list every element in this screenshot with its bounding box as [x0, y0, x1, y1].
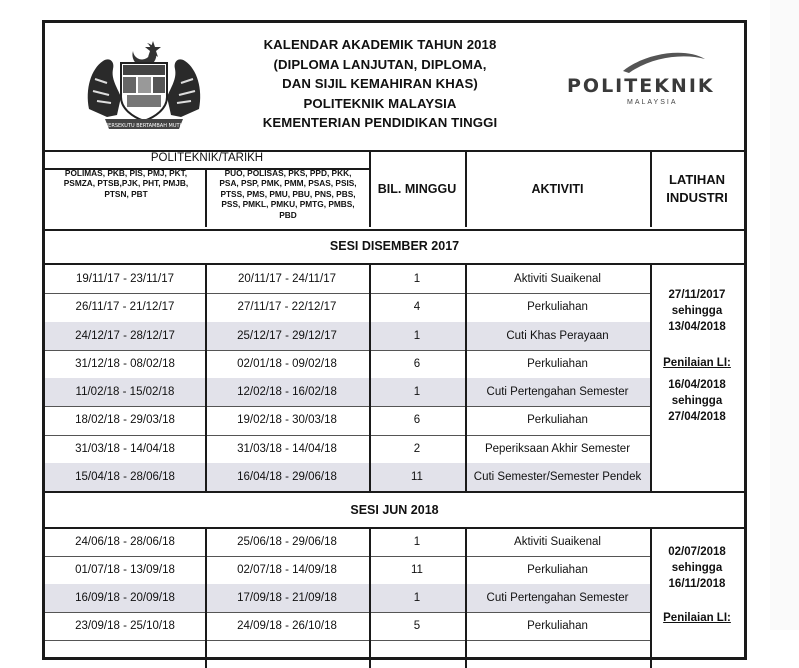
jun-rows: [45, 528, 650, 648]
penilaian-li-label: Penilaian LI:: [663, 612, 731, 624]
table-row: [45, 350, 650, 379]
date-range-group-a: 31/12/18 - 08/02/18: [75, 357, 175, 370]
li-period-line: sehingga: [671, 562, 723, 574]
title-line: DAN SIJIL KEMAHIRAN KHAS): [282, 76, 478, 92]
date-range-group-b: 16/04/18 - 29/06/18: [237, 470, 337, 483]
calendar-sheet: [42, 20, 747, 660]
institution-line: PBD: [279, 209, 297, 220]
week-count: 1: [413, 329, 421, 342]
heading-line: LATIHAN: [668, 171, 726, 187]
table-row: [45, 378, 650, 407]
page-edge: [770, 0, 799, 630]
institution-line: PUO, POLISAS, PKS, PPD, PKK,: [224, 168, 352, 178]
institution-line: PSS, PMKL, PMKU, PMTG, PMBS,: [221, 199, 355, 210]
date-range-group-a: 24/06/18 - 28/06/18: [75, 536, 175, 548]
date-range-group-b: 24/09/18 - 26/10/18: [237, 620, 337, 632]
date-range-group-a: 01/07/18 - 13/09/18: [75, 564, 175, 576]
penilaian-line: sehingga: [671, 395, 723, 407]
penilaian-li-label: Penilaian LI:: [663, 357, 731, 369]
divider: [369, 150, 371, 227]
divider: [205, 265, 207, 491]
institution-line: PTSS, PMS, PMU, PBU, PNS, PBS,: [220, 188, 356, 199]
activity-name: Perkuliahan: [527, 564, 588, 576]
table-row: [45, 463, 650, 492]
activity-name: Aktiviti Suaikenal: [514, 536, 601, 548]
activity-name: Cuti Semester/Semester Pendek: [473, 470, 642, 483]
week-count: 11: [411, 470, 423, 483]
logo-wordmark: POLITEKNIK: [567, 75, 715, 97]
heading-line: INDUSTRI: [666, 189, 728, 205]
title-line: KEMENTERIAN PENDIDIKAN TINGGI: [262, 115, 498, 131]
week-count: 5: [413, 620, 421, 632]
table-row: [45, 612, 650, 641]
li-box-disember: [650, 265, 744, 491]
latihan-industri-heading: [650, 150, 744, 227]
activity-name: Cuti Pertengahan Semester: [486, 592, 629, 604]
table-row: [45, 322, 650, 351]
institution-line: PSMZA, PTSB,PJK, PHT, PMJB,: [63, 178, 189, 189]
divider: [650, 150, 652, 227]
date-range-group-a: 16/09/18 - 20/09/18: [75, 592, 175, 604]
li-period-line: 13/04/2018: [668, 321, 726, 333]
li-box-jun: [650, 528, 744, 648]
week-count: 1: [413, 592, 421, 604]
date-range-group-b: 17/09/18 - 21/09/18: [237, 592, 337, 604]
date-range-group-a: 23/09/18 - 25/10/18: [75, 620, 175, 632]
date-range-group-b: 25/06/18 - 29/06/18: [237, 536, 337, 548]
coat-of-arms-crest: [81, 39, 207, 131]
penilaian-line: 27/04/2018: [668, 411, 726, 423]
section-title-jun: SESI JUN 2018: [45, 491, 744, 529]
table-row: [45, 406, 650, 435]
crest-motto: BERSEKUTU BERTAMBAH MUTU: [104, 123, 184, 129]
date-range-group-a: 24/12/17 - 28/12/17: [75, 329, 175, 342]
date-range-group-b: 31/03/18 - 14/04/18: [237, 442, 337, 455]
bil-minggu-heading: BIL. MINGGU: [377, 181, 457, 196]
divider: [465, 265, 467, 491]
disember-rows: [45, 265, 650, 491]
title-line: (DIPLOMA LANJUTAN, DIPLOMA,: [273, 56, 487, 72]
activity-name: Aktiviti Suaikenal: [514, 273, 601, 286]
week-count: 6: [413, 414, 421, 427]
date-range-group-b: 27/11/17 - 22/12/17: [237, 301, 337, 314]
title-line: POLITEKNIK MALAYSIA: [303, 95, 457, 111]
date-range-group-b: 20/11/17 - 24/11/17: [237, 273, 337, 286]
li-period-line: 27/11/2017: [668, 289, 726, 301]
table-row: [45, 293, 650, 322]
column-header-row: [45, 150, 744, 231]
activity-name: Cuti Pertengahan Semester: [486, 386, 629, 399]
document-header: [45, 23, 744, 152]
divider: [465, 528, 467, 668]
date-range-group-b: 19/02/18 - 30/03/18: [237, 414, 337, 427]
politeknik-logo: [565, 45, 725, 115]
week-count: 11: [411, 564, 423, 576]
politeknik-tarikh-heading: POLITEKNIK/TARIKH: [150, 152, 264, 164]
penilaian-line: 16/04/2018: [668, 379, 726, 391]
date-range-group-a: 26/11/17 - 21/12/17: [75, 301, 175, 314]
table-row: [45, 528, 650, 557]
table-row: [45, 584, 650, 613]
date-range-group-b: 02/07/18 - 14/09/18: [237, 564, 337, 576]
li-period-line: 16/11/2018: [668, 578, 726, 590]
divider: [650, 528, 652, 668]
divider: [205, 528, 207, 668]
date-range-group-a: 11/02/18 - 15/02/18: [75, 386, 175, 399]
table-row: [45, 265, 650, 294]
divider: [369, 265, 371, 491]
institution-line: PSA, PSP, PMK, PMM, PSAS, PSIS,: [219, 178, 357, 189]
activity-name: Perkuliahan: [527, 357, 588, 370]
date-range-group-b: 25/12/17 - 29/12/17: [237, 329, 337, 342]
activity-name: Perkuliahan: [527, 301, 588, 314]
date-range-group-a: 19/11/17 - 23/11/17: [75, 273, 175, 286]
group-b-institutions: [207, 168, 369, 220]
divider: [205, 168, 207, 227]
week-count: 2: [413, 442, 421, 455]
date-range-group-a: 31/03/18 - 14/04/18: [75, 442, 175, 455]
week-count: 1: [413, 536, 421, 548]
week-count: 4: [413, 301, 421, 314]
activity-name: Peperiksaan Akhir Semester: [484, 442, 631, 455]
institution-line: PTSN, PBT: [104, 188, 148, 199]
divider: [465, 150, 467, 227]
date-range-group-a: 18/02/18 - 29/03/18: [75, 414, 175, 427]
activity-name: Perkuliahan: [527, 414, 588, 427]
li-period-line: sehingga: [671, 305, 723, 317]
institution-line: POLIMAS, PKB, PIS, PMJ, PKT,: [64, 168, 188, 178]
activity-name: Cuti Khas Perayaan: [506, 329, 609, 342]
table-row: [45, 435, 650, 464]
group-a-institutions: [47, 168, 205, 199]
section-title-disember: SESI DISEMBER 2017: [45, 229, 744, 265]
date-range-group-a: 15/04/18 - 28/06/18: [75, 470, 175, 483]
week-count: 1: [413, 273, 421, 286]
divider: [369, 528, 371, 668]
week-count: 1: [413, 386, 421, 399]
aktiviti-heading: AKTIVITI: [531, 181, 584, 196]
date-range-group-b: 12/02/18 - 16/02/18: [237, 386, 337, 399]
document-title: [225, 35, 535, 133]
activity-name: Perkuliahan: [527, 620, 588, 632]
title-line: KALENDAR AKADEMIK TAHUN 2018: [263, 37, 497, 52]
logo-subtitle: MALAYSIA: [627, 99, 678, 106]
table-row: [45, 556, 650, 585]
li-period-line: 02/07/2018: [668, 546, 726, 558]
week-count: 6: [413, 357, 421, 370]
divider: [650, 265, 652, 491]
date-range-group-b: 02/01/18 - 09/02/18: [237, 357, 337, 370]
